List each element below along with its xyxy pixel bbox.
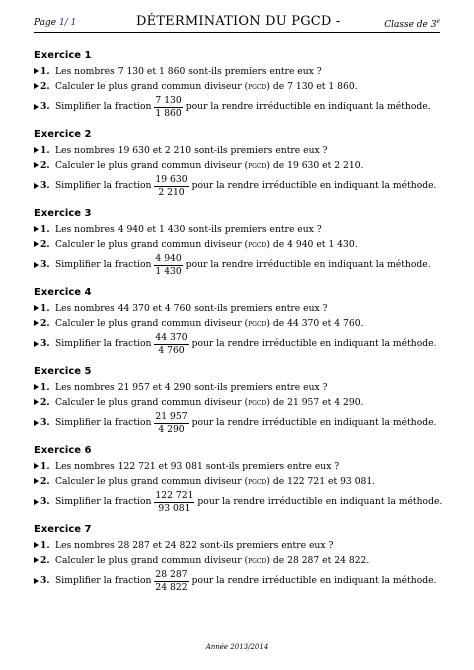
question-text: Simplifier la fraction — [55, 338, 152, 349]
question-text: Calculer le plus grand commun diviseur (pgcd) de 122 721 et 93 081. — [55, 475, 376, 487]
question-number: 1. — [34, 461, 53, 473]
triangle-right-icon — [34, 83, 39, 89]
question-number: 1. — [34, 224, 53, 236]
question-1 — [34, 301, 440, 316]
triangle-right-icon — [34, 226, 39, 232]
triangle-right-icon — [34, 104, 39, 110]
number-b: 4 760 — [164, 302, 192, 314]
triangle-right-icon — [34, 305, 39, 311]
number-a: 28 287 — [117, 539, 150, 551]
fraction-numerator: 21 957 — [155, 410, 188, 422]
fraction-denominator: 4 290 — [158, 423, 185, 435]
question-text-end: pour la rendre irréductible en indiquant la méthode. — [197, 496, 443, 507]
question-2 — [34, 316, 440, 331]
fraction — [154, 254, 182, 277]
question-number: 2. — [34, 397, 53, 409]
question-3 — [34, 568, 440, 594]
question-number: 1. — [34, 66, 53, 78]
question-text-end: pour la rendre irréductible en indiquant la méthode. — [185, 101, 431, 112]
fraction — [154, 491, 194, 514]
fraction-denominator: 1 430 — [155, 265, 182, 277]
question-text-end: pour la rendre irréductible en indiquant la méthode. — [191, 575, 437, 586]
question-number: 3. — [34, 575, 53, 587]
question-text: Les nombres 21 957 et 4 290 sont-ils premiers entre eux ? — [55, 381, 328, 393]
triangle-right-icon — [34, 384, 39, 390]
number-b: 93 081 — [340, 475, 373, 487]
question-text: Simplifier la fraction — [55, 101, 152, 112]
fraction-denominator: 2 210 — [158, 186, 185, 198]
class-sup: e — [436, 18, 440, 25]
number-a: 7 130 — [117, 65, 144, 77]
question-number: 3. — [34, 417, 53, 429]
header-rule — [34, 32, 440, 33]
exercise-title: Exercice 2 — [34, 129, 92, 140]
question-2 — [34, 395, 440, 410]
triangle-right-icon — [34, 262, 39, 268]
question-2 — [34, 237, 440, 252]
triangle-right-icon — [34, 499, 39, 505]
number-a: 19 630 — [117, 144, 150, 156]
fraction-numerator: 28 287 — [155, 568, 188, 580]
triangle-right-icon — [34, 463, 39, 469]
question-3 — [34, 173, 440, 199]
question-text: Les nombres 44 370 et 4 760 sont-ils premiers entre eux ? — [55, 302, 328, 314]
class-label — [384, 18, 440, 30]
question-text: Les nombres 4 940 et 1 430 sont-ils premiers entre eux ? — [55, 223, 322, 235]
number-a: 28 287 — [287, 554, 320, 566]
question-2 — [34, 553, 440, 568]
triangle-right-icon — [34, 341, 39, 347]
question-text: Calculer le plus grand commun diviseur (pgcd) de 21 957 et 4 290. — [55, 396, 364, 408]
question-text-end: pour la rendre irréductible en indiquant la méthode. — [191, 338, 437, 349]
page-footer: Année 2013/2014 — [205, 643, 269, 651]
question-text-end: pour la rendre irréductible en indiquant la méthode. — [191, 180, 437, 191]
question-1 — [34, 538, 440, 553]
question-number: 3. — [34, 496, 53, 508]
number-a: 44 370 — [117, 302, 150, 314]
question-number: 3. — [34, 338, 53, 350]
page-header — [34, 14, 440, 32]
page-number: 1/ 1 — [58, 18, 77, 28]
question-1 — [34, 64, 440, 79]
question-number: 2. — [34, 555, 53, 567]
question-1 — [34, 222, 440, 237]
exercise-title: Exercice 6 — [34, 445, 92, 456]
question-number: 1. — [34, 382, 53, 394]
class-text: Classe de 3 — [384, 20, 437, 30]
fraction-denominator: 4 760 — [158, 344, 185, 356]
number-b: 93 081 — [170, 460, 203, 472]
question-number: 2. — [34, 81, 53, 93]
fraction — [154, 570, 188, 593]
triangle-right-icon — [34, 557, 39, 563]
number-a: 21 957 — [117, 381, 150, 393]
number-b: 1 430 — [328, 238, 355, 250]
number-b: 1 860 — [328, 80, 355, 92]
triangle-right-icon — [34, 320, 39, 326]
fraction — [154, 96, 182, 119]
number-a: 4 940 — [287, 238, 314, 250]
question-number: 2. — [34, 318, 53, 330]
question-text-end: pour la rendre irréductible en indiquant la méthode. — [191, 417, 437, 428]
fraction-denominator: 1 860 — [155, 107, 182, 119]
question-number: 2. — [34, 160, 53, 172]
question-2 — [34, 158, 440, 173]
number-a: 21 957 — [287, 396, 320, 408]
question-text: Simplifier la fraction — [55, 417, 152, 428]
fraction-numerator: 44 370 — [155, 331, 188, 343]
page-indicator — [34, 18, 76, 28]
fraction-denominator: 93 081 — [158, 502, 191, 514]
question-text: Calculer le plus grand commun diviseur (pgcd) de 4 940 et 1 430. — [55, 238, 358, 250]
question-3 — [34, 410, 440, 436]
exercise-6 — [34, 445, 443, 524]
question-text: Calculer le plus grand commun diviseur (pgcd) de 7 130 et 1 860. — [55, 80, 358, 92]
question-text: Les nombres 7 130 et 1 860 sont-ils premiers entre eux ? — [55, 65, 322, 77]
exercise-title: Exercice 3 — [34, 208, 92, 219]
question-number: 1. — [34, 145, 53, 157]
question-number: 3. — [34, 180, 53, 192]
number-b: 2 210 — [334, 159, 361, 171]
triangle-right-icon — [34, 542, 39, 548]
question-3 — [34, 331, 440, 357]
number-b: 4 290 — [164, 381, 192, 393]
page-label: Page — [34, 18, 57, 28]
triangle-right-icon — [34, 420, 39, 426]
question-3 — [34, 252, 440, 278]
fraction-numerator: 7 130 — [155, 94, 182, 106]
question-number: 2. — [34, 239, 53, 251]
question-number: 1. — [34, 540, 53, 552]
exercise-title: Exercice 1 — [34, 50, 92, 61]
exercise-5 — [34, 366, 440, 445]
exercise-3 — [34, 208, 440, 287]
triangle-right-icon — [34, 241, 39, 247]
number-b: 24 822 — [164, 539, 197, 551]
triangle-right-icon — [34, 399, 39, 405]
question-text: Calculer le plus grand commun diviseur (pgcd) de 44 370 et 4 760. — [55, 317, 364, 329]
number-a: 122 721 — [287, 475, 326, 487]
number-a: 4 940 — [117, 223, 144, 235]
question-text: Les nombres 19 630 et 2 210 sont-ils premiers entre eux ? — [55, 144, 328, 156]
triangle-right-icon — [34, 68, 39, 74]
question-text: Simplifier la fraction — [55, 496, 152, 507]
exercise-1 — [34, 50, 440, 129]
document-title: DÉTERMINATION DU PGCD - — [136, 14, 341, 29]
number-b: 4 290 — [334, 396, 361, 408]
question-3 — [34, 94, 440, 120]
triangle-right-icon — [34, 147, 39, 153]
exercise-2 — [34, 129, 440, 208]
fraction-denominator: 24 822 — [155, 581, 188, 593]
number-b: 24 822 — [334, 554, 367, 566]
triangle-right-icon — [34, 162, 39, 168]
question-text: Les nombres 122 721 et 93 081 sont-ils premiers entre eux ? — [55, 460, 340, 472]
fraction — [154, 412, 188, 435]
question-number: 3. — [34, 101, 53, 113]
exercise-7 — [34, 524, 440, 603]
number-b: 4 760 — [334, 317, 361, 329]
question-number: 3. — [34, 259, 53, 271]
fraction-numerator: 19 630 — [155, 173, 188, 185]
exercise-title: Exercice 7 — [34, 524, 92, 535]
question-text: Les nombres 28 287 et 24 822 sont-ils premiers entre eux ? — [55, 539, 334, 551]
number-a: 19 630 — [287, 159, 320, 171]
question-1 — [34, 459, 440, 474]
question-3 — [34, 489, 443, 515]
number-b: 1 860 — [158, 65, 186, 77]
question-text: Simplifier la fraction — [55, 259, 152, 270]
number-a: 7 130 — [287, 80, 314, 92]
exercise-title: Exercice 5 — [34, 366, 92, 377]
number-b: 2 210 — [164, 144, 192, 156]
question-text: Simplifier la fraction — [55, 575, 152, 586]
number-a: 122 721 — [117, 460, 156, 472]
triangle-right-icon — [34, 578, 39, 584]
fraction — [154, 333, 188, 356]
triangle-right-icon — [34, 183, 39, 189]
question-text-end: pour la rendre irréductible en indiquant la méthode. — [185, 259, 431, 270]
fraction-numerator: 122 721 — [155, 489, 194, 501]
question-1 — [34, 143, 440, 158]
question-number: 2. — [34, 476, 53, 488]
triangle-right-icon — [34, 478, 39, 484]
exercise-4 — [34, 287, 440, 366]
question-text: Calculer le plus grand commun diviseur (pgcd) de 28 287 et 24 822. — [55, 554, 370, 566]
question-2 — [34, 474, 440, 489]
number-b: 1 430 — [158, 223, 186, 235]
question-text: Calculer le plus grand commun diviseur (pgcd) de 19 630 et 2 210. — [55, 159, 364, 171]
fraction-numerator: 4 940 — [155, 252, 182, 264]
exercise-list — [34, 50, 443, 603]
exercise-title: Exercice 4 — [34, 287, 92, 298]
question-1 — [34, 380, 440, 395]
question-2 — [34, 79, 440, 94]
question-text: Simplifier la fraction — [55, 180, 152, 191]
question-number: 1. — [34, 303, 53, 315]
number-a: 44 370 — [287, 317, 320, 329]
fraction — [154, 175, 188, 198]
